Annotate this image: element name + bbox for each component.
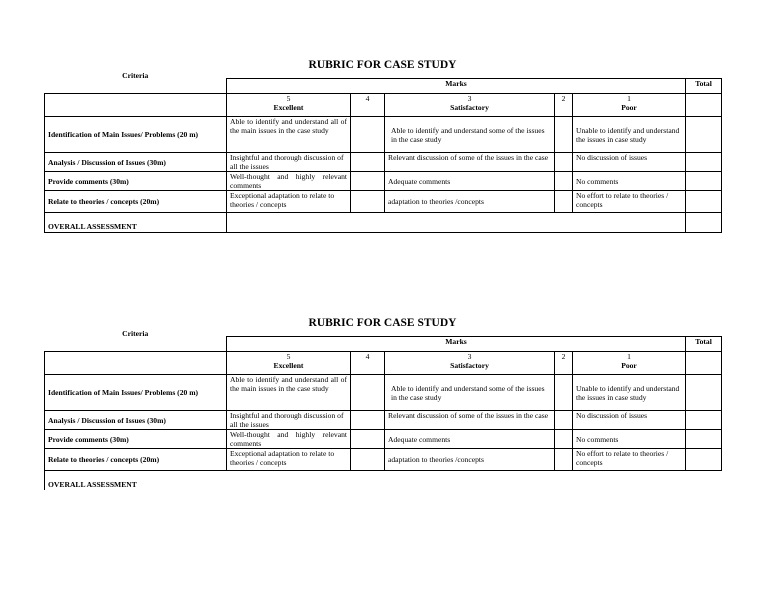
overall-assessment-label: OVERALL ASSESSMENT — [45, 213, 227, 233]
excellent-cell: Insightful and thorough discussion of all the issues — [227, 153, 351, 172]
mark-2-cell — [555, 411, 573, 430]
table-row — [45, 191, 722, 213]
level-3: 3 Satisfactory — [385, 94, 555, 117]
header-row — [45, 337, 722, 352]
excellent-cell: Able to identify and understand all of the main issues in the case study — [227, 375, 351, 411]
criteria-cell: Identification of Main Issues/ Problems (20 m) — [45, 117, 227, 153]
mark-4-cell — [351, 449, 385, 471]
level-2: 2 — [555, 352, 573, 375]
mark-2-cell — [555, 449, 573, 471]
overall-assessment-label: OVERALL ASSESSMENT — [45, 471, 227, 491]
table-row — [45, 117, 722, 153]
satisfactory-cell: Able to identify and understand some of the issues in the case study — [385, 117, 555, 153]
levels-row — [45, 352, 722, 375]
mark-4-cell — [351, 375, 385, 411]
level-5: 5 Excellent — [227, 94, 351, 117]
excellent-cell: Exceptional adaptation to relate to theories / concepts — [227, 191, 351, 213]
satisfactory-cell: Relevant discussion of some of the issues in the case — [385, 411, 555, 430]
mark-2-cell — [555, 117, 573, 153]
total-cell — [686, 94, 722, 117]
satisfactory-cell: adaptation to theories /concepts — [385, 449, 555, 471]
overall-total-cell — [686, 471, 722, 491]
rubric-table — [44, 70, 722, 233]
criteria-header: Criteria — [45, 329, 227, 344]
total-cell — [686, 172, 722, 191]
criteria-blank — [45, 94, 227, 117]
mark-4-cell — [351, 172, 385, 191]
criteria-header: Criteria — [45, 71, 227, 86]
criteria-cell: Analysis / Discussion of Issues (30m) — [45, 153, 227, 172]
mark-4-cell — [351, 117, 385, 153]
total-cell — [686, 430, 722, 449]
total-cell — [686, 375, 722, 411]
overall-marks-cell — [227, 471, 686, 491]
overall-marks-cell — [227, 213, 686, 233]
level-5: 5 Excellent — [227, 352, 351, 375]
excellent-cell: Exceptional adaptation to relate to theories / concepts — [227, 449, 351, 471]
criteria-cell: Provide comments (30m) — [45, 430, 227, 449]
poor-cell: No effort to relate to theories / concepts — [573, 449, 686, 471]
mark-2-cell — [555, 153, 573, 172]
criteria-cell: Relate to theories / concepts (20m) — [45, 449, 227, 471]
criteria-cell: Provide comments (30m) — [45, 172, 227, 191]
mark-4-cell — [351, 430, 385, 449]
poor-cell: No discussion of issues — [573, 153, 686, 172]
excellent-cell: Able to identify and understand all of the main issues in the case study — [227, 117, 351, 153]
table-row — [45, 153, 722, 172]
overall-total-cell — [686, 213, 722, 233]
marks-header: Marks — [227, 79, 686, 94]
poor-cell: Unable to identify and understand the issues in case study — [573, 375, 686, 411]
rubric-title: RUBRIC FOR CASE STUDY — [308, 59, 457, 71]
rubric-2 — [44, 316, 721, 490]
mark-2-cell — [555, 375, 573, 411]
poor-cell: No effort to relate to theories / concepts — [573, 191, 686, 213]
poor-cell: No comments — [573, 430, 686, 449]
total-cell — [686, 411, 722, 430]
level-1: 1 Poor — [573, 94, 686, 117]
mark-2-cell — [555, 430, 573, 449]
satisfactory-cell: Adequate comments — [385, 430, 555, 449]
total-cell — [686, 449, 722, 471]
level-3: 3 Satisfactory — [385, 352, 555, 375]
criteria-cell: Relate to theories / concepts (20m) — [45, 191, 227, 213]
marks-header: Marks — [227, 337, 686, 352]
table-row — [45, 411, 722, 430]
criteria-cell: Analysis / Discussion of Issues (30m) — [45, 411, 227, 430]
overall-row — [45, 471, 722, 491]
header-row — [45, 79, 722, 94]
criteria-cell: Identification of Main Issues/ Problems (20 m) — [45, 375, 227, 411]
level-1: 1 Poor — [573, 352, 686, 375]
total-cell — [686, 153, 722, 172]
level-2: 2 — [555, 94, 573, 117]
satisfactory-cell: Relevant discussion of some of the issues in the case — [385, 153, 555, 172]
criteria-blank — [45, 352, 227, 375]
table-row — [45, 430, 722, 449]
total-cell — [686, 117, 722, 153]
excellent-cell: Insightful and thorough discussion of all the issues — [227, 411, 351, 430]
total-header: Total — [686, 79, 722, 94]
overall-row — [45, 213, 722, 233]
total-cell — [686, 352, 722, 375]
table-row — [45, 449, 722, 471]
excellent-cell: Well-thought and highly relevant comments — [227, 430, 351, 449]
mark-2-cell — [555, 172, 573, 191]
rubric-table — [44, 328, 722, 490]
excellent-cell: Well-thought and highly relevant comments — [227, 172, 351, 191]
total-cell — [686, 191, 722, 213]
mark-4-cell — [351, 153, 385, 172]
mark-4-cell — [351, 191, 385, 213]
rubric-1 — [44, 58, 721, 233]
satisfactory-cell: Able to identify and understand some of the issues in the case study — [385, 375, 555, 411]
level-4: 4 — [351, 94, 385, 117]
poor-cell: No comments — [573, 172, 686, 191]
total-header: Total — [686, 337, 722, 352]
level-4: 4 — [351, 352, 385, 375]
table-row — [45, 375, 722, 411]
rubric-title: RUBRIC FOR CASE STUDY — [308, 317, 457, 329]
table-row — [45, 172, 722, 191]
satisfactory-cell: adaptation to theories /concepts — [385, 191, 555, 213]
mark-2-cell — [555, 191, 573, 213]
mark-4-cell — [351, 411, 385, 430]
levels-row — [45, 94, 722, 117]
poor-cell: No discussion of issues — [573, 411, 686, 430]
poor-cell: Unable to identify and understand the issues in case study — [573, 117, 686, 153]
satisfactory-cell: Adequate comments — [385, 172, 555, 191]
